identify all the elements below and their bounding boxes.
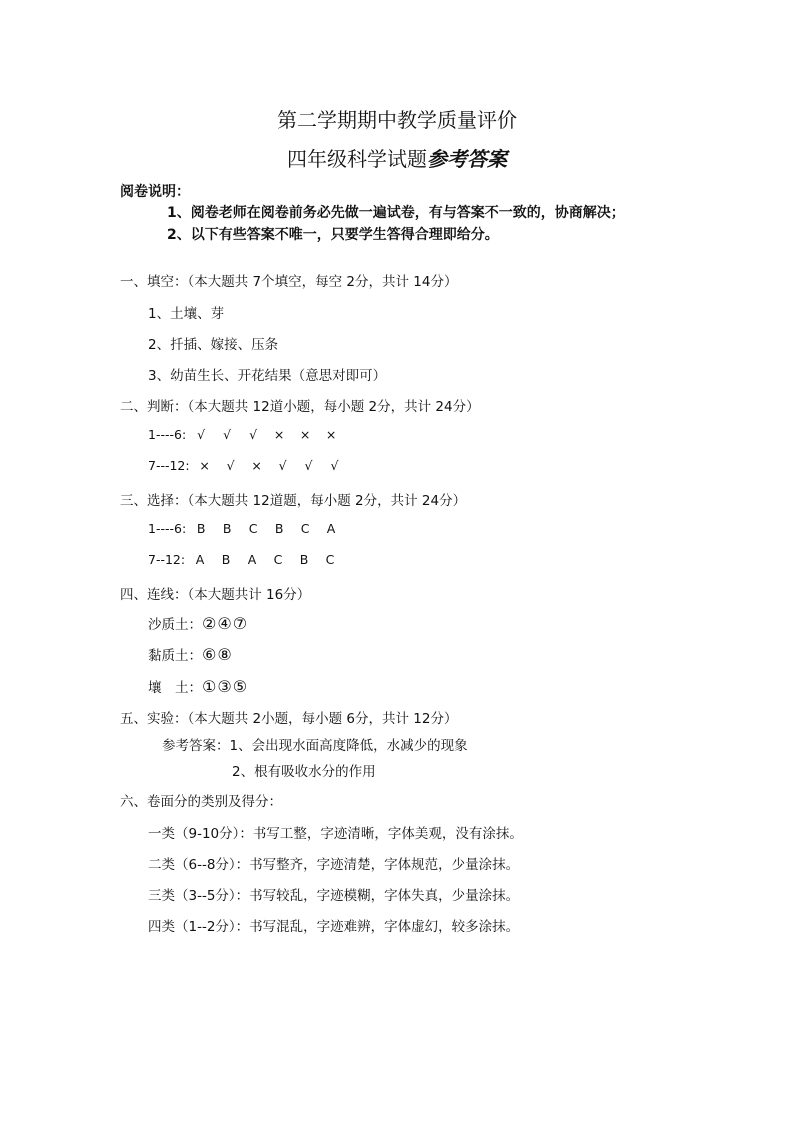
neatness-item: 二类（6--8分）：书写整齐，字迹清楚，字体规范，少量涂抹。 bbox=[148, 857, 520, 873]
answer-mark: × bbox=[273, 427, 285, 442]
fill-answer: 1、土壤、芽 bbox=[148, 306, 225, 322]
answer-mark: × bbox=[251, 458, 262, 473]
section-neatness-heading: 六、卷面分的类别及得分： bbox=[120, 794, 282, 810]
experiment-answer: 2、根有吸收水分的作用 bbox=[232, 764, 376, 780]
page-subtitle bbox=[0, 143, 794, 172]
answer-mark: C bbox=[248, 521, 258, 536]
answer-mark: B bbox=[196, 521, 206, 536]
choice-row bbox=[148, 552, 341, 567]
neatness-item: 三类（3--5分）：书写较乱，字迹模糊，字体失真，少量涂抹。 bbox=[148, 888, 520, 904]
section-fill-heading: 一、填空：（本大题共 7个填空，每空 2分，共计 14分） bbox=[120, 274, 458, 290]
answer-mark: C bbox=[300, 521, 310, 536]
instruction-item: 2、以下有些答案不唯一，只要学生答得合理即给分。 bbox=[167, 227, 499, 243]
row-label: 7---12: bbox=[148, 458, 190, 473]
answer-mark: B bbox=[299, 552, 309, 567]
instruction-item: 1、阅卷老师在阅卷前务必先做一遍试卷，有与答案不一致的，协商解决； bbox=[167, 205, 625, 221]
answer-mark: A bbox=[247, 552, 257, 567]
answer-mark: √ bbox=[330, 458, 339, 473]
judge-row bbox=[148, 427, 342, 442]
experiment-answer-line bbox=[162, 734, 468, 754]
section-judge-heading: 二、判断：（本大题共 12道小题，每小题 2分，共计 24分） bbox=[120, 399, 480, 415]
answer-mark: A bbox=[326, 521, 336, 536]
answer-mark: √ bbox=[278, 458, 287, 473]
soil-value: ⑥⑧ bbox=[202, 645, 233, 664]
soil-label: 沙质土： bbox=[148, 617, 202, 633]
answer-mark: √ bbox=[304, 458, 313, 473]
section-match-heading: 四、连线：（本大题共计 16分） bbox=[120, 587, 311, 603]
match-row bbox=[148, 644, 233, 664]
answer-mark: B bbox=[221, 552, 231, 567]
answer-mark: × bbox=[325, 427, 337, 442]
answer-mark: A bbox=[195, 552, 205, 567]
choice-row bbox=[148, 521, 342, 536]
neatness-item: 四类（1--2分）：书写混乱，字迹难辨，字体虚幻，较多涂抹。 bbox=[148, 919, 520, 935]
row-label: 1----6: bbox=[148, 521, 187, 536]
soil-value: ②④⑦ bbox=[202, 614, 249, 633]
answer-mark: C bbox=[273, 552, 283, 567]
fill-answer: 3、幼苗生长、开花结果（意思对即可） bbox=[148, 368, 387, 384]
experiment-answer: 1、会出现水面高度降低，水减少的现象 bbox=[229, 738, 468, 754]
fill-answer: 2、扦插、嫁接、压条 bbox=[148, 337, 279, 353]
answer-mark: √ bbox=[249, 427, 258, 442]
answer-mark: √ bbox=[226, 458, 235, 473]
section-experiment-heading: 五、实验：（本大题共 2小题，每小题 6分，共计 12分） bbox=[120, 711, 458, 727]
match-row bbox=[148, 613, 248, 633]
answer-mark: √ bbox=[223, 427, 232, 442]
answer-mark: √ bbox=[197, 427, 206, 442]
row-label: 1----6: bbox=[148, 427, 187, 442]
answer-mark: B bbox=[222, 521, 232, 536]
soil-value: ①③⑤ bbox=[202, 677, 249, 696]
judge-row bbox=[148, 458, 346, 473]
answer-mark: × bbox=[199, 458, 210, 473]
answer-mark: C bbox=[325, 552, 335, 567]
row-label: 7--12: bbox=[148, 552, 186, 567]
subtitle-main: 四年级科学试题 bbox=[287, 147, 427, 171]
neatness-item: 一类（9-10分）：书写工整，字迹清晰，字体美观，没有涂抹。 bbox=[148, 826, 523, 842]
section-choice-heading: 三、选择：（本大题共 12道题，每小题 2分，共计 24分） bbox=[120, 493, 467, 509]
answer-mark: B bbox=[274, 521, 284, 536]
answer-mark: × bbox=[299, 427, 311, 442]
page-title: 第二学期期中教学质量评价 bbox=[277, 108, 517, 132]
soil-label: 黏质土： bbox=[148, 648, 202, 664]
subtitle-emphasis: 参考答案 bbox=[427, 147, 507, 171]
soil-label: 壤 土： bbox=[148, 680, 202, 696]
instructions-heading: 阅卷说明： bbox=[120, 184, 190, 200]
answer-prefix: 参考答案： bbox=[162, 738, 230, 754]
match-row bbox=[148, 676, 248, 696]
